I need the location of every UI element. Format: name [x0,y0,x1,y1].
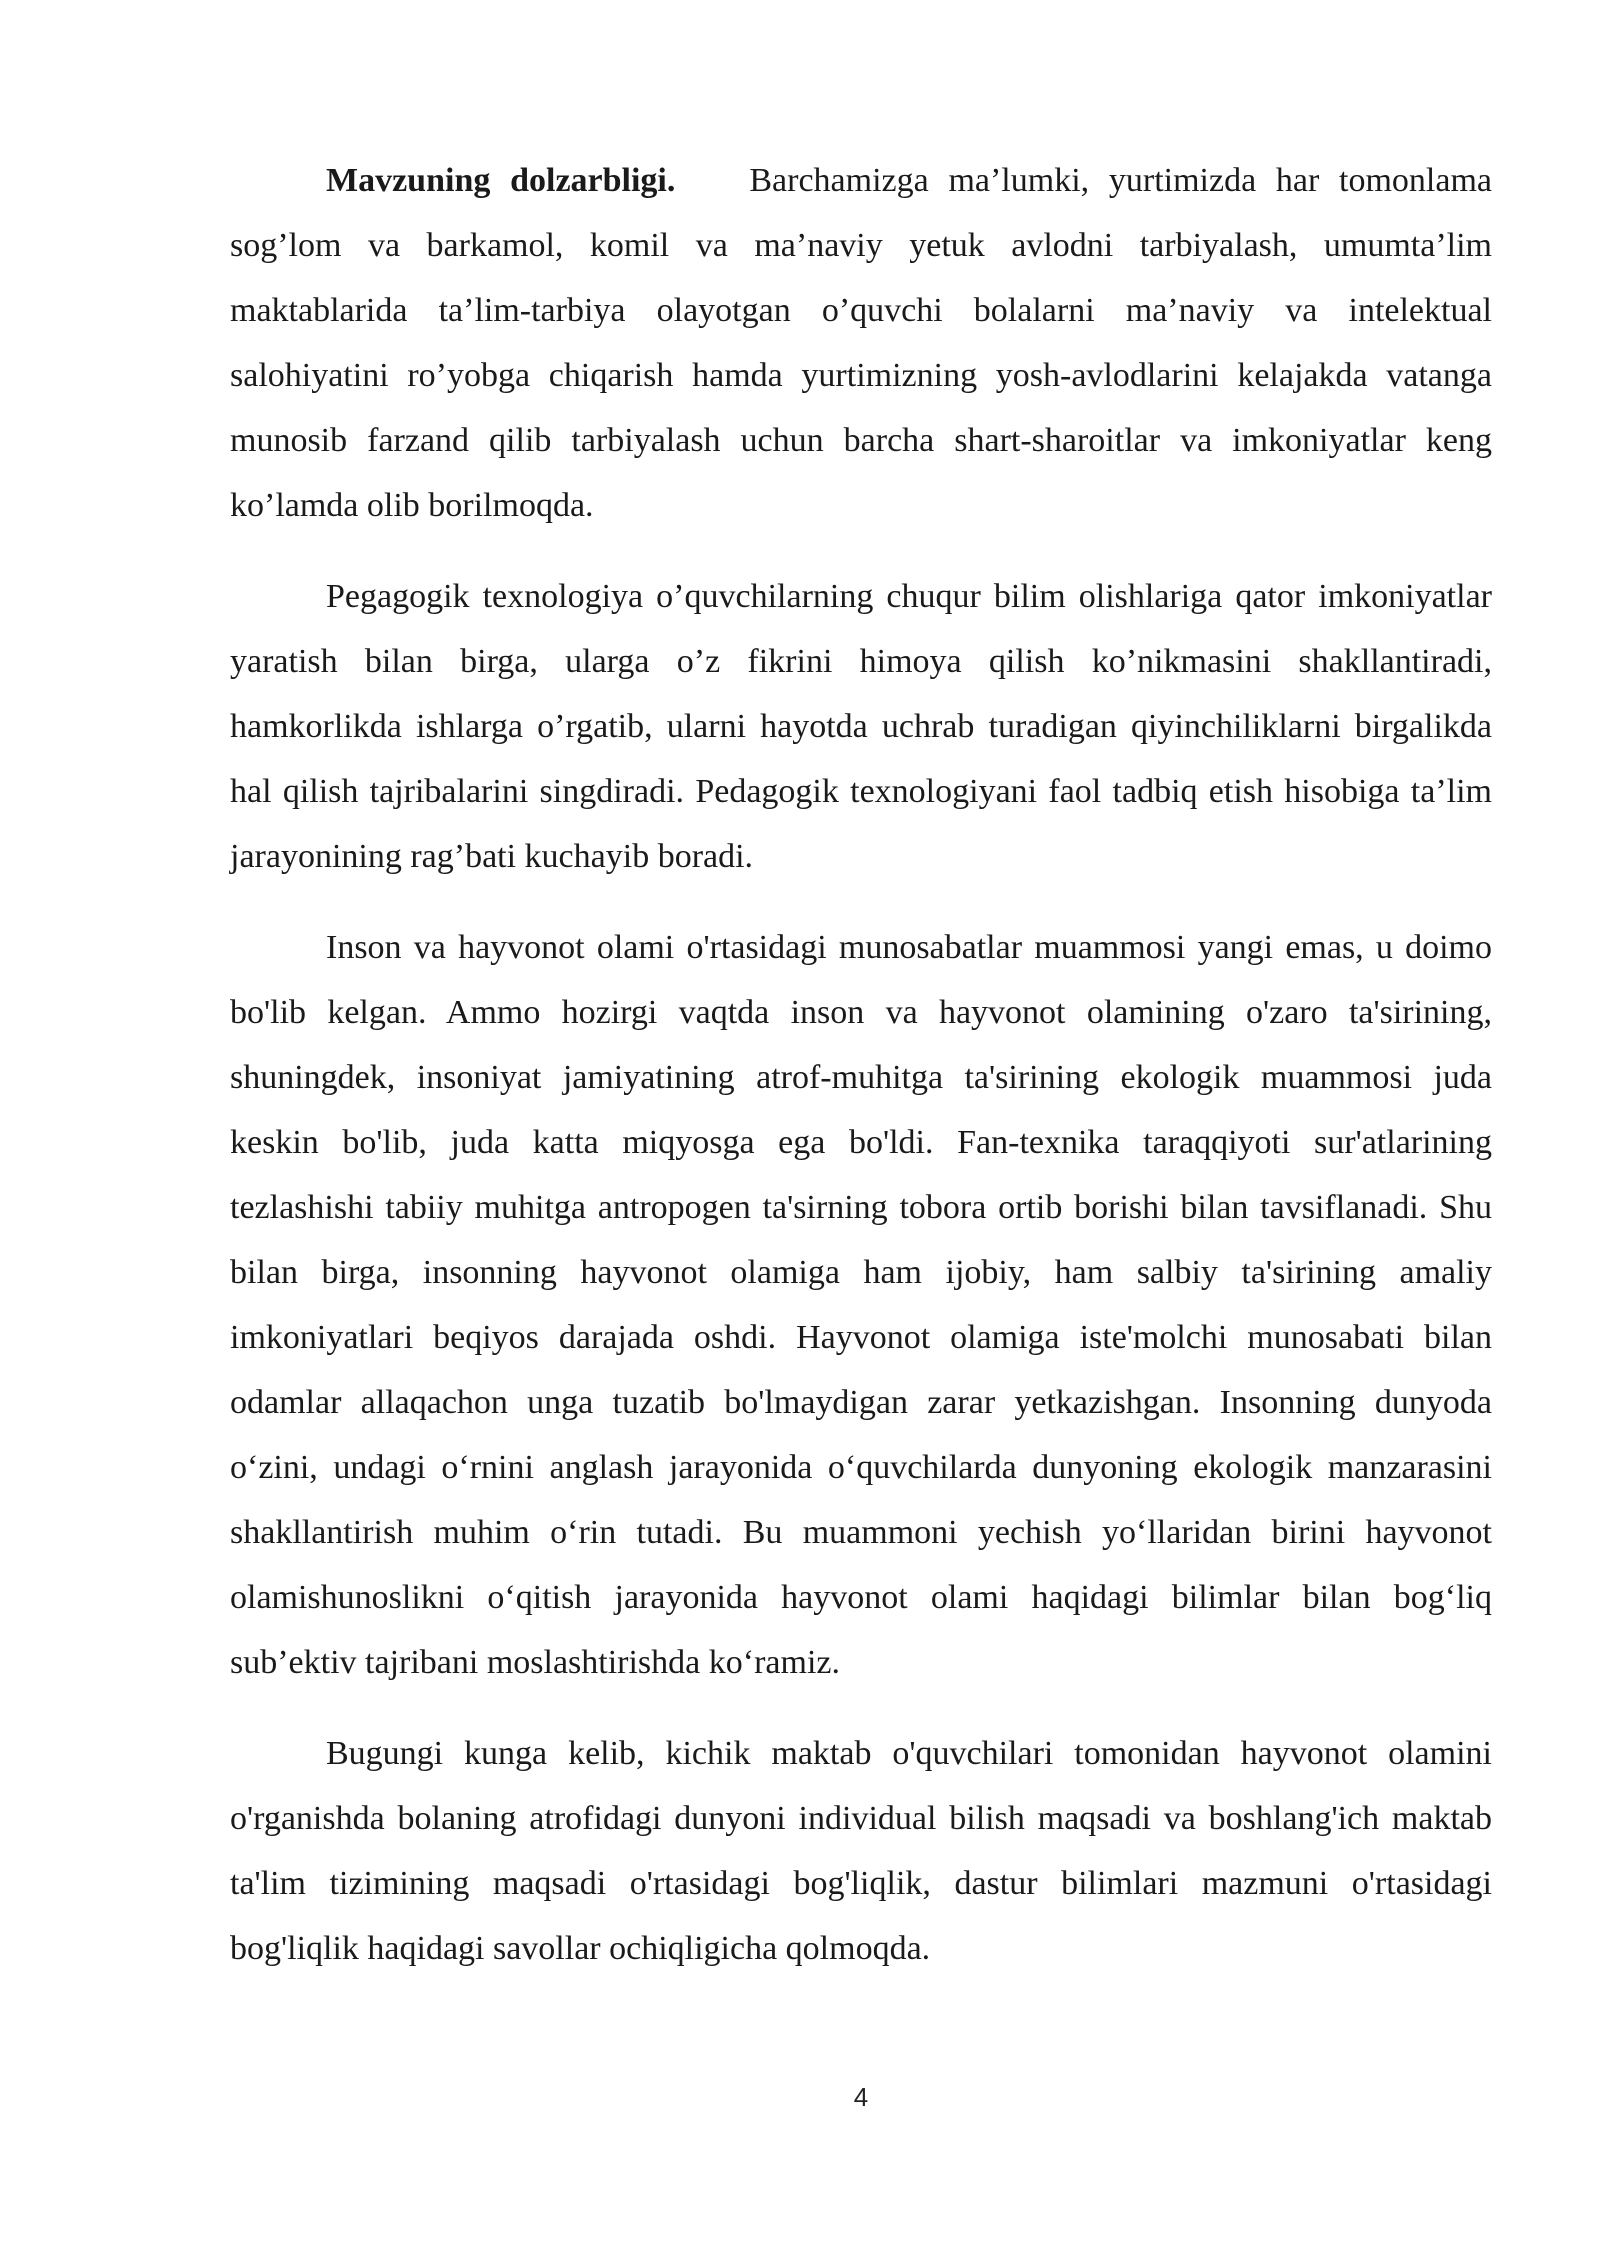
paragraph-text: Barchamizga ma’lumki, yurtimizda har tomonlama sog’lom va barkamol, komil va ma’naviy yetuk avlodni tarbiyalash, umumta’lim maktablarida ta’lim-tarbiya olayotgan o’quvchi bolalarni ma’naviy va intelektual salohiyatini ro’yobga chiqarish hamda yurtimizning yosh-avlodlarini kelajakda vatanga munosib farzand qilib tarbiyalash uchun barcha shart-sharoitlar va imkoniyatlar keng ko’lamda olib borilmoqda. [230,162,1493,524]
section-heading: Mavzuning dolzarbligi. [326,162,676,199]
paragraph-relevance [230,148,1492,538]
document-page [230,148,1492,2007]
paragraph-primary-school: Bugungi kunga kelib, kichik maktab o'quvchilari tomonidan hayvonot olamini o'rganishda bolaning atrofidagi dunyoni individual bilish maqsadi va boshlang'ich maktab ta'lim tizimining maqsadi o'rtasidagi bog'liqlik, dastur bilimlari mazmuni o'rtasidagi bog'liqlik haqidagi savollar ochiqligicha qolmoqda. [230,1735,1492,1967]
page-number: 4 [853,2082,869,2112]
paragraph-pedagogical-technology: Pegagogik texnologiya o’quvchilarning chuqur bilim olishlariga qator imkoniyatlar yaratish bilan birga, ularga o’z fikrini himoya qilish ko’nikmasini shakllantiradi, hamkorlikda ishlarga o’rgatib, ularni hayotda uchrab turadigan qiyinchiliklarni birgalikda hal qilish tajribalarini singdiradi. Pedagogik texnologiyani faol tadbiq etish hisobiga ta’lim jarayonining rag’bati kuchayib boradi. [230,578,1492,875]
paragraph-human-animal-relations: Inson va hayvonot olami o'rtasidagi munosabatlar muammosi yangi emas, u doimo bo'lib kelgan. Ammo hozirgi vaqtda inson va hayvonot olamining o'zaro ta'sirining, shuningdek, insoniyat jamiyatining atrof-muhitga ta'sirining ekologik muammosi juda keskin bo'lib, juda katta miqyosga ega bo'ldi. Fan-texnika taraqqiyoti sur'atlarining tezlashishi tabiiy muhitga antropogen ta'sirning tobora ortib borishi bilan tavsiflanadi. Shu bilan birga, insonning hayvonot olamiga ham ijobiy, ham salbiy ta'sirining amaliy imkoniyatlari beqiyos darajada oshdi. Hayvonot olamiga iste'molchi munosabati bilan odamlar allaqachon unga tuzatib bo'lmaydigan zarar yetkazishgan. Insonning dunyoda o‘zini, undagi o‘rnini anglash jarayonida o‘quvchilarda dunyoning ekologik manzarasini shakllantirish muhim o‘rin tutadi. Bu muammoni yechish yo‘llaridan birini hayvonot olamishunoslikni o‘qitish jarayonida hayvonot olami haqidagi bilimlar bilan bog‘liq sub’ektiv tajribani moslashtirishda ko‘ramiz. [230,929,1492,1681]
